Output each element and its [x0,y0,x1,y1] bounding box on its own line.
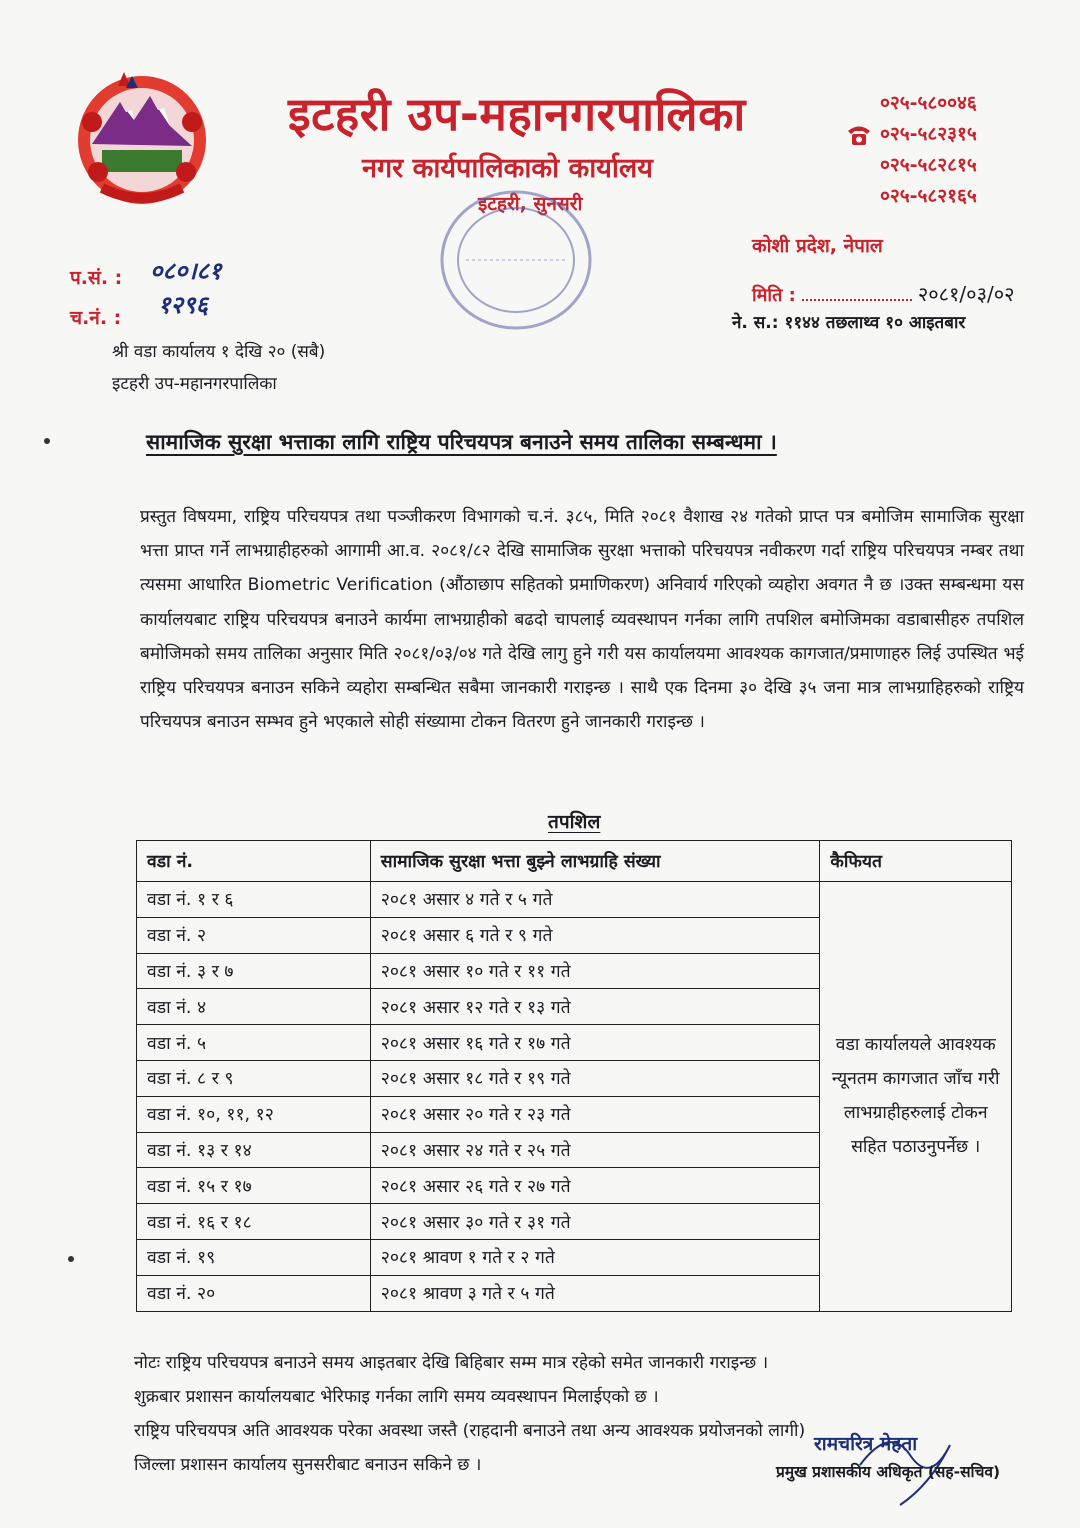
date-cell: २०८१ असार २० गते र २३ गते [370,1096,820,1132]
dispatch-number-value: १२९६ [158,291,208,319]
dispatch-number-label: च.नं. : [70,307,122,329]
ward-cell: वडा नं. २ [137,917,371,953]
remark-cell: वडा कार्यालयले आवश्यक न्यूनतम कागजात जाँच गरी लाभग्राहीहरुलाई टोकन सहित पठाउनुपर्नेछ । [820,882,1012,1312]
date-label: मिति : [752,285,796,306]
signatory-name: रामचरित्र मेहता [814,1433,918,1455]
ward-cell: वडा नं. २० [137,1275,371,1311]
reference-number-label: प.सं. : [70,267,123,289]
phone-number: ०२५-५८२३१५ [880,123,977,145]
recipient-block [112,336,325,400]
phone-number: ०२५-५८२८१५ [880,154,977,176]
date-cell: २०८१ श्रावण १ गते र २ गते [370,1239,820,1275]
note-line: राष्ट्रिय परिचयपत्र अति आवश्यक परेका अवस्था जस्तै (राहदानी बनाउने तथा अन्य आवश्यक प्रयोजनको लागी) [134,1421,806,1441]
date-cell: २०८१ श्रावण ३ गते र ५ गते [370,1275,820,1311]
ward-cell: वडा नं. ८ र ९ [137,1060,371,1096]
body-paragraph: प्रस्तुत विषयमा, राष्ट्रिय परिचयपत्र तथा पञ्जीकरण विभागको च.नं. ३८५, मिति २०८१ वैशाख २४ गतेको प्राप्त पत्र बमोजिम सामाजिक सुरक्षा भत्ता प्राप्त गर्ने लाभग्राहीहरुको आगामी आ.व. २०८१/८२ देखि सामाजिक सुरक्षा भत्ताको परिचयपत्र नवीकरण गर्दा राष्ट्रिय परिचयपत्र नम्बर तथा त्यसमा आधारित Biometric Verification (औंठाछाप सहितको प्रमाणिकरण) अनिवार्य गरिएको व्यहोरा अवगत नै छ ।उक्त सम्बन्धमा यस कार्यालयबाट राष्ट्रिय परिचयपत्र बनाउने कार्यमा लाभग्राहीको बढदो चापलाई व्यवस्थापन गर्नका लागि तपशिल बमोजिमका वडाबासीहरु तपशिल बमोजिमको समय तालिका अनुसार मिति २०८१/०३/०४ गते देखि लागु हुने गरी यस कार्यालयमा आवश्यक कागजात/प्रमाणाहरु लिई उपस्थित भई राष्ट्रिय परिचयपत्र बनाउन सकिने व्यहोरा सम्बन्धित सबैमा जानकारी गराइन्छ । साथै एक दिनमा ३० देखि ३५ जना मात्र लाभग्राहिहरुको राष्ट्रिय परिचयपत्र बनाउन सम्भव हुने भएकाले सोही संख्यामा टोकन वितरण हुने जानकारी गराइन्छ । [140,507,1024,733]
reference-number-value: ०८०।८१ [150,257,222,285]
phone-number: ०२५-५८००४६ [880,92,977,114]
telephone-icon [846,122,872,148]
note-line: जिल्ला प्रशासन कार्यालय सुनसरीबाट बनाउन सकिने छ । [134,1455,482,1475]
date-cell: २०८१ असार ६ गते र ९ गते [370,917,820,953]
ward-cell: वडा नं. १०, ११, १२ [137,1096,371,1132]
recipient-line: इटहरी उप-महानगरपालिका [112,374,277,394]
schedule-heading: तपशिल [548,811,601,833]
date-cell: २०८१ असार १८ गते र १९ गते [370,1060,820,1096]
table-row [137,882,1012,918]
government-emblem-icon [62,62,222,212]
date-value: २०८१/०३/०२ [917,282,1015,306]
ward-cell: वडा नं. १५ र १७ [137,1168,371,1204]
date-cell: २०८१ असार २४ गते र २५ गते [370,1132,820,1168]
phone-number: ०२५-५८२१६५ [880,185,977,207]
note-line: शुक्रबार प्रशासन कार्यालयबाट भेरिफाइ गर्नका लागि समय व्यवस्थापन मिलाईएको छ । [134,1387,659,1407]
official-stamp [436,185,596,335]
schedule-table [136,840,1012,1312]
date-cell: २०८१ असार १२ गते र १३ गते [370,989,820,1025]
date-cell: २०८१ असार १६ गते र १७ गते [370,1025,820,1061]
note-line: नोटः राष्ट्रिय परिचयपत्र बनाउने समय आइतबार देखि बिहिबार सम्म मात्र रहेको समेत जानकारी गराइन्छ । [134,1353,769,1373]
date-cell: २०८१ असार २६ गते र २७ गते [370,1168,820,1204]
column-header: कैफियत [820,841,1012,882]
margin-dot [68,1256,74,1262]
office-name: नगर कार्यपालिकाको कार्यालय [362,153,653,184]
ward-cell: वडा नं. १९ [137,1239,371,1275]
organization-title: इटहरी उप-महानगरपालिका [288,87,746,141]
recipient-line: श्री वडा कार्यालय १ देखि २० (सबै) [112,342,326,362]
date-cell: २०८१ असार १० गते र ११ गते [370,953,820,989]
date-line [752,280,1015,307]
margin-dot [44,438,50,444]
date-dotted-line [802,299,912,301]
ward-cell: वडा नं. १३ र १४ [137,1132,371,1168]
ward-cell: वडा नं. ५ [137,1025,371,1061]
subject-line: सामाजिक सुरक्षा भत्ताका लागि राष्ट्रिय परिचयपत्र बनाउने समय तालिका सम्बन्धमा । [146,430,777,454]
table-header-row [137,841,1012,882]
column-header: वडा नं. [137,841,371,882]
ward-cell: वडा नं. १ र ६ [137,882,371,918]
ward-cell: वडा नं. १६ र १८ [137,1204,371,1240]
office-location: इटहरी, सुनसरी [478,193,583,215]
ward-cell: वडा नं. ३ र ७ [137,953,371,989]
phone-numbers [880,88,977,212]
signatory-title: प्रमुख प्रशासकीय अधिकृत (सह-सचिव) [776,1463,1001,1481]
ward-cell: वडा नं. ४ [137,989,371,1025]
nepal-sambat-date: ने. स.: ११४४ तछलाथ्व १० आइतबार [732,313,966,333]
column-header: सामाजिक सुरक्षा भत्ता बुझ्ने लाभग्राहि संख्या [370,841,820,882]
date-cell: २०८१ असार ४ गते र ५ गते [370,882,820,918]
date-cell: २०८१ असार ३० गते र ३१ गते [370,1204,820,1240]
province-name: कोशी प्रदेश, नेपाल [752,235,883,257]
